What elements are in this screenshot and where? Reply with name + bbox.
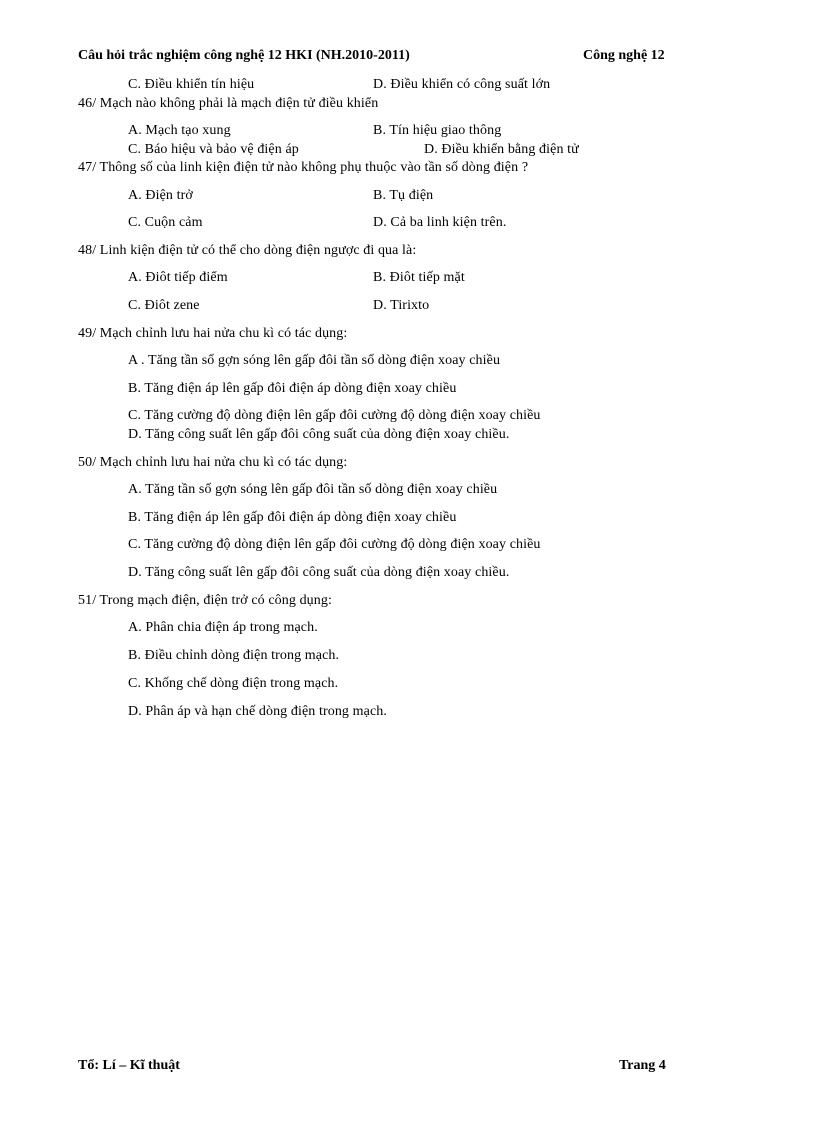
option-a: A . Tăng tần số gợn sóng lên gấp đôi tần số dòng điện xoay chiều: [128, 353, 501, 368]
option-c: C. Tăng cường độ dòng điện lên gấp đôi cường độ dòng điện xoay chiều: [128, 408, 541, 423]
header-title: Câu hỏi trắc nghiệm công nghệ 12 HKI (NH.2010-2011): [78, 48, 410, 63]
option-d: D. Phân áp và hạn chế dòng điện trong mạch.: [128, 704, 387, 719]
option-d: D. Tăng công suất lên gấp đôi công suất của dòng điện xoay chiều.: [128, 565, 510, 580]
option-b: B. Tụ điện: [373, 188, 434, 203]
option-d: D. Cả ba linh kiện trên.: [373, 215, 507, 230]
option-a: A. Điôt tiếp điểm: [128, 270, 228, 285]
question-stem: 48/ Linh kiện điện tử có thể cho dòng điện ngược đi qua là:: [78, 243, 417, 258]
option-c: C. Tăng cường độ dòng điện lên gấp đôi cường độ dòng điện xoay chiều: [128, 537, 541, 552]
option-c: C. Báo hiệu và bảo vệ điện áp: [128, 142, 299, 157]
option-b: B. Tín hiệu giao thông: [373, 123, 502, 138]
question-stem: 49/ Mạch chỉnh lưu hai nửa chu kì có tác dụng:: [78, 326, 348, 341]
option-b: B. Điôt tiếp mặt: [373, 270, 465, 285]
option-c: C. Khống chế dòng điện trong mạch.: [128, 676, 339, 691]
question-stem: 46/ Mạch nào không phải là mạch điện tử điều khiển: [78, 96, 379, 111]
question-stem: 47/ Thông số của linh kiện điện tử nào không phụ thuộc vào tần số dòng điện ?: [78, 160, 529, 175]
question-stem: 50/ Mạch chỉnh lưu hai nửa chu kì có tác dụng:: [78, 455, 348, 470]
option-c: C. Điều khiển tín hiệu: [128, 77, 255, 92]
option-a: A. Mạch tạo xung: [128, 123, 231, 138]
footer-department: Tổ: Lí – Kĩ thuật: [78, 1058, 180, 1073]
option-d: D. Điều khiển bằng điện tử: [424, 142, 579, 157]
option-d: D. Tirixto: [373, 298, 430, 313]
option-d: D. Tăng công suất lên gấp đôi công suất của dòng điện xoay chiều.: [128, 427, 510, 442]
option-b: B. Tăng điện áp lên gấp đôi điện áp dòng điện xoay chiều: [128, 381, 457, 396]
option-a: A. Tăng tần số gợn sóng lên gấp đôi tần số dòng điện xoay chiều: [128, 482, 498, 497]
option-a: A. Phân chia điện áp trong mạch.: [128, 620, 318, 635]
option-a: A. Điện trở: [128, 188, 193, 203]
header-subject: Công nghệ 12: [583, 48, 665, 63]
option-d: D. Điều khiển có công suất lớn: [373, 77, 551, 92]
page-number: Trang 4: [619, 1058, 666, 1073]
option-b: B. Tăng điện áp lên gấp đôi điện áp dòng điện xoay chiều: [128, 510, 457, 525]
option-c: C. Cuộn cảm: [128, 215, 203, 230]
option-c: C. Điôt zene: [128, 298, 200, 313]
question-stem: 51/ Trong mạch điện, điện trở có công dụng:: [78, 593, 332, 608]
option-b: B. Điều chỉnh dòng điện trong mạch.: [128, 648, 340, 663]
